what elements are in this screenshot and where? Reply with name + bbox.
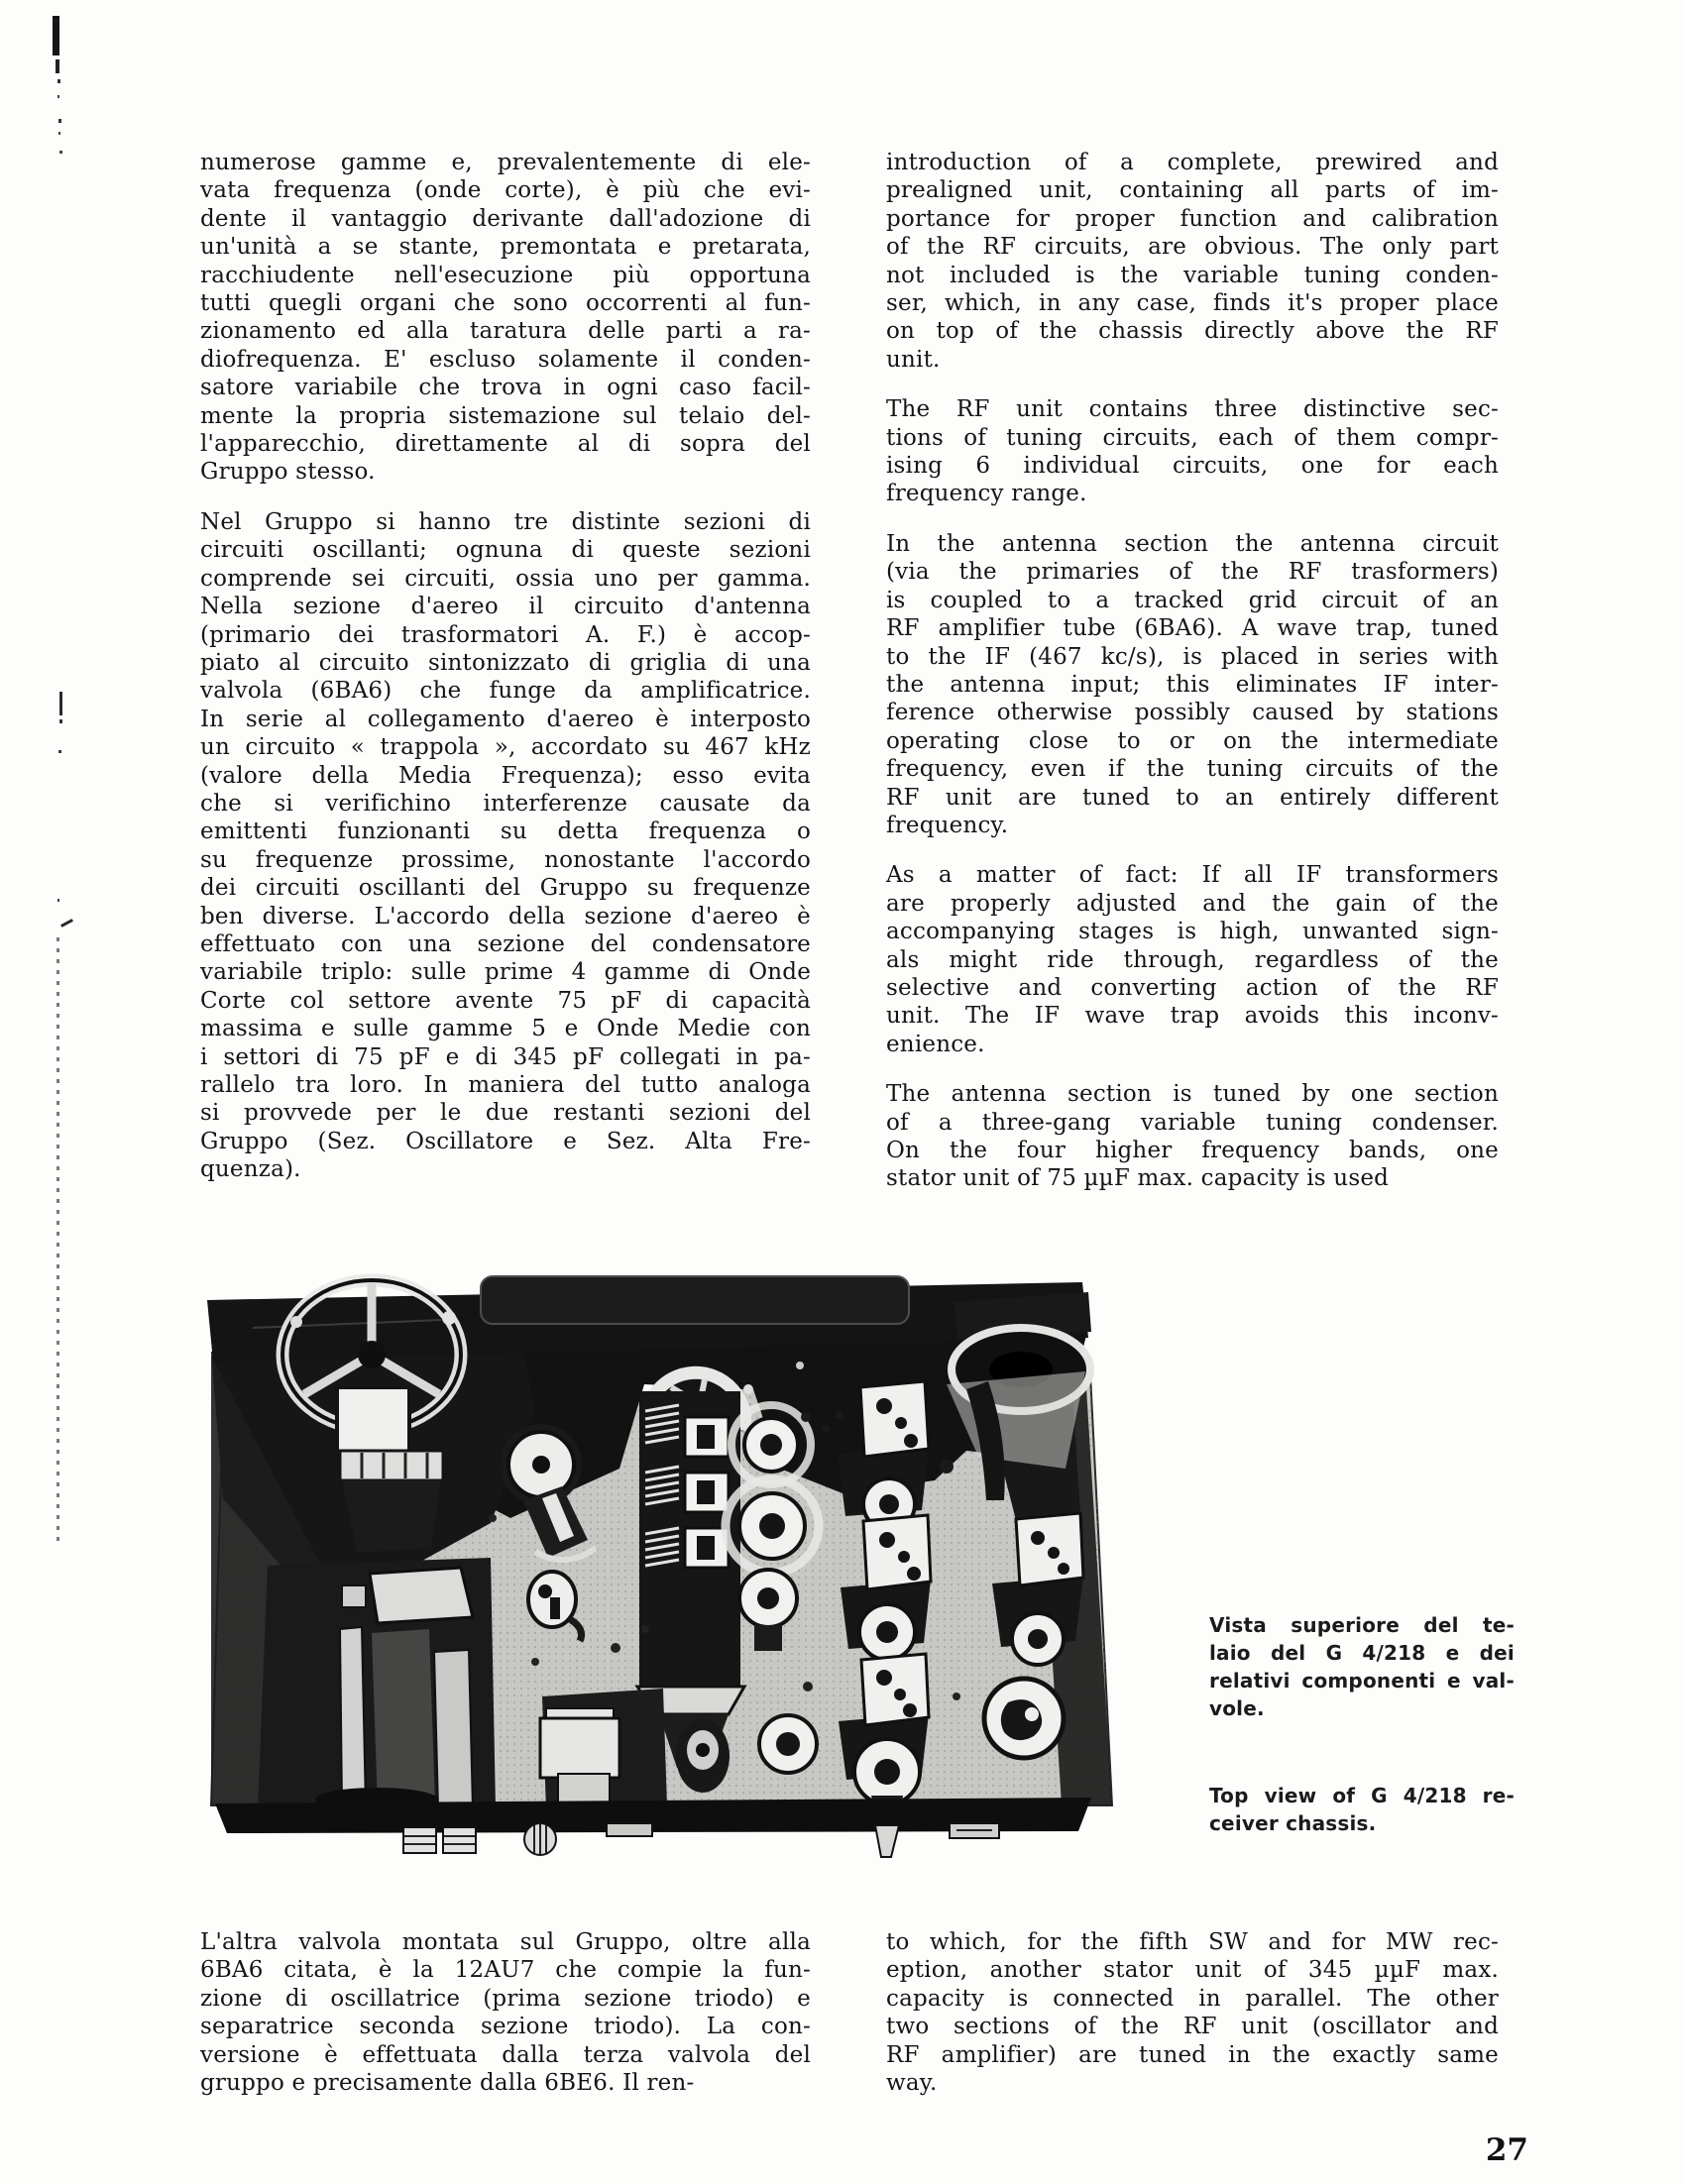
text-line: satore variabile che trova in ogni caso facil- [200,375,811,401]
text-line: Vista superiore del te- [1209,1613,1515,1637]
figure-caption-italian [1209,1611,1515,1722]
text-line: gruppo e precisamente dalla 6BE6. Il ren- [200,2070,695,2097]
scan-artifact [59,151,62,154]
text-line: The RF unit contains three distinctive sec- [886,396,1499,423]
text-line: Gruppo (Sez. Oscillatore e Sez. Alta Fre- [200,1128,811,1154]
paragraph [200,508,811,1184]
text-line: piato al circuito sintonizzato di griglia di una [200,649,811,676]
text-line: si provvede per le due restanti sezioni del [200,1100,811,1127]
text-line: way. [886,2070,938,2097]
text-line: is coupled to a tracked grid circuit of an [886,587,1499,613]
text-line: vole. [1209,1696,1265,1720]
right-column-english-text [886,149,1499,1193]
scan-artifact [57,79,60,83]
text-line: ference otherwise possibly caused by stations [886,700,1499,726]
text-line: accompanying stages is high, unwanted sign- [886,919,1499,945]
figure-caption-english [1209,1782,1515,1837]
text-line: massima e sulle gamme 5 e Onde Medie con [200,1016,811,1042]
chassis-photo [193,1270,1125,1858]
text-line: Top view of G 4/218 re- [1209,1784,1515,1807]
text-line: als might ride through, regardless of the [886,946,1499,973]
text-line: Nella sezione d'aereo il circuito d'antenna [200,594,811,620]
text-line: relativi componenti e val- [1209,1669,1515,1693]
scan-artifact [59,692,62,715]
text-line: As a matter of fact: If all IF transformers [886,862,1499,889]
text-line: introduction of a complete, prewired and [886,150,1499,175]
text-line: (valore della Media Frequenza); esso evita [200,762,811,789]
text-line: the antenna input; this eliminates IF inter- [886,671,1499,698]
paragraph [200,1928,811,2097]
text-line: numerose gamme e, prevalentemente di ele- [200,150,811,175]
page-number: 27 [1485,2132,1528,2168]
scan-artifact [57,95,59,98]
text-line: 6BA6 citata, è la 12AU7 che compie la fun- [200,1957,811,1984]
text-line: (primario dei trasformatori A. F.) è accop- [200,621,811,648]
left-column-italian-text [200,149,811,1184]
text-line: prealigned unit, containing all parts of im- [886,177,1499,204]
text-line: In serie al collegamento d'aereo è interposto [200,706,811,732]
text-line: to the IF (467 kc/s), is placed in series with [886,643,1499,670]
text-line: not included is the variable tuning conden- [886,262,1499,288]
text-line: un'unità a se stante, premontata e pretarata, [200,234,811,261]
paragraph [200,149,811,487]
text-line: operating close to or on the intermediate [886,727,1499,754]
text-line: unit. [886,346,941,373]
right-column-english-text-bottom [886,1928,1499,2097]
text-line: tions of tuning circuits, each of them compr- [886,424,1499,451]
scan-artifact-dashed-line [56,937,59,1544]
text-line: ising 6 individual circuits, one for each [886,453,1499,480]
text-line: ben diverse. L'accordo della sezione d'aereo è [200,903,811,929]
scan-artifact [60,919,73,928]
text-line: quenza). [200,1156,301,1183]
text-line: i settori di 75 pF e di 345 pF collegati in pa- [200,1043,811,1070]
text-line: mente la propria sistemazione sul telaio del- [200,402,811,429]
scan-artifact [58,119,61,123]
scan-artifact [57,899,59,902]
text-line: zione di oscillatrice (prima sezione triodo) e [200,1985,811,2012]
scan-artifact [56,59,59,73]
text-line: L'altra valvola montata sul Gruppo, oltre alla [200,1929,811,1955]
text-line: frequency. [886,812,1009,838]
text-line: of a three-gang variable tuning condenser. [886,1109,1499,1136]
text-line: l'apparecchio, direttamente al di sopra del [200,431,811,458]
text-line: are properly adjusted and the gain of the [886,890,1499,917]
paragraph [886,395,1499,508]
text-line: RF amplifier) are tuned in the exactly same [886,2041,1499,2068]
text-line: laio del G 4/218 e dei [1209,1641,1515,1665]
text-line: on top of the chassis directly above the RF [886,318,1499,345]
scan-artifact [58,750,61,753]
text-line: to which, for the fifth SW and for MW rec- [886,1929,1499,1955]
text-line: su frequenze prossime, nonostante l'accordo [200,846,811,873]
text-line: Corte col settore avente 75 pF di capacità [200,987,811,1014]
text-line: Nel Gruppo si hanno tre distinte sezioni di [200,508,811,535]
text-line: effettuato con una sezione del condensatore [200,930,811,957]
text-line: capacity is connected in parallel. The other [886,1985,1499,2012]
paragraph [886,149,1499,374]
paragraph [886,1928,1499,2097]
text-line: variabile triplo: sulle prime 4 gamme di Onde [200,959,811,986]
text-line: che si verifichino interferenze causate da [200,790,811,817]
scan-artifact [59,719,62,723]
paragraph [886,530,1499,839]
text-line: comprende sei circuiti, ossia uno per gamma. [200,565,811,592]
text-line: vata frequenza (onde corte), è più che evi- [200,177,811,204]
text-line: RF unit are tuned to an entirely different [886,784,1499,811]
text-line: zionamento ed alla taratura delle parti a ra- [200,318,811,345]
text-line: racchiudente nell'esecuzione più opportuna [200,262,811,288]
text-line: of the RF circuits, are obvious. The only part [886,234,1499,261]
text-line: tutti quegli organi che sono occorrenti al fun- [200,290,811,317]
scan-artifact [53,16,59,55]
text-line: two sections of the RF unit (oscillator and [886,2014,1499,2040]
text-line: In the antenna section the antenna circuit [886,530,1499,557]
text-line: (via the primaries of the RF trasformers) [886,559,1499,586]
text-line: RF amplifier tube (6BA6). A wave trap, tuned [886,615,1499,642]
text-line: unit. The IF wave trap avoids this inconv- [886,1003,1499,1030]
paragraph [886,861,1499,1058]
text-line: The antenna section is tuned by one section [886,1081,1499,1108]
paragraph [886,1080,1499,1193]
text-line: eption, another stator unit of 345 µµF max. [886,1957,1499,1984]
text-line: separatrice seconda sezione triodo). La con- [200,2014,811,2040]
text-line: frequency, even if the tuning circuits of the [886,756,1499,783]
text-line: portance for proper function and calibration [886,205,1499,232]
text-line: frequency range. [886,481,1087,507]
text-line: dei circuiti oscillanti del Gruppo su frequenze [200,875,811,902]
text-line: valvola (6BA6) che funge da amplificatrice. [200,678,811,705]
text-line: stator unit of 75 µµF max. capacity is used [886,1165,1390,1192]
text-line: un circuito « trappola », accordato su 467 kHz [200,734,811,761]
scan-artifact [58,132,60,135]
text-line: On the four higher frequency bands, one [886,1138,1499,1163]
text-line: Gruppo stesso. [200,459,376,486]
text-line: dente il vantaggio derivante dall'adozione di [200,205,811,232]
text-line: rallelo tra loro. In maniera del tutto analoga [200,1072,811,1098]
text-line: diofrequenza. E' escluso solamente il conden- [200,346,811,373]
text-line: selective and converting action of the RF [886,974,1499,1001]
text-line: enience. [886,1031,985,1057]
text-line: versione è effettuata dalla terza valvola del [200,2041,811,2068]
left-column-italian-text-bottom [200,1928,811,2097]
text-line: ceiver chassis. [1209,1811,1377,1835]
text-line: emittenti funzionanti su detta frequenza o [200,819,811,845]
text-line: circuiti oscillanti; ognuna di queste sezioni [200,537,811,564]
text-line: ser, which, in any case, finds it's proper place [886,290,1499,317]
